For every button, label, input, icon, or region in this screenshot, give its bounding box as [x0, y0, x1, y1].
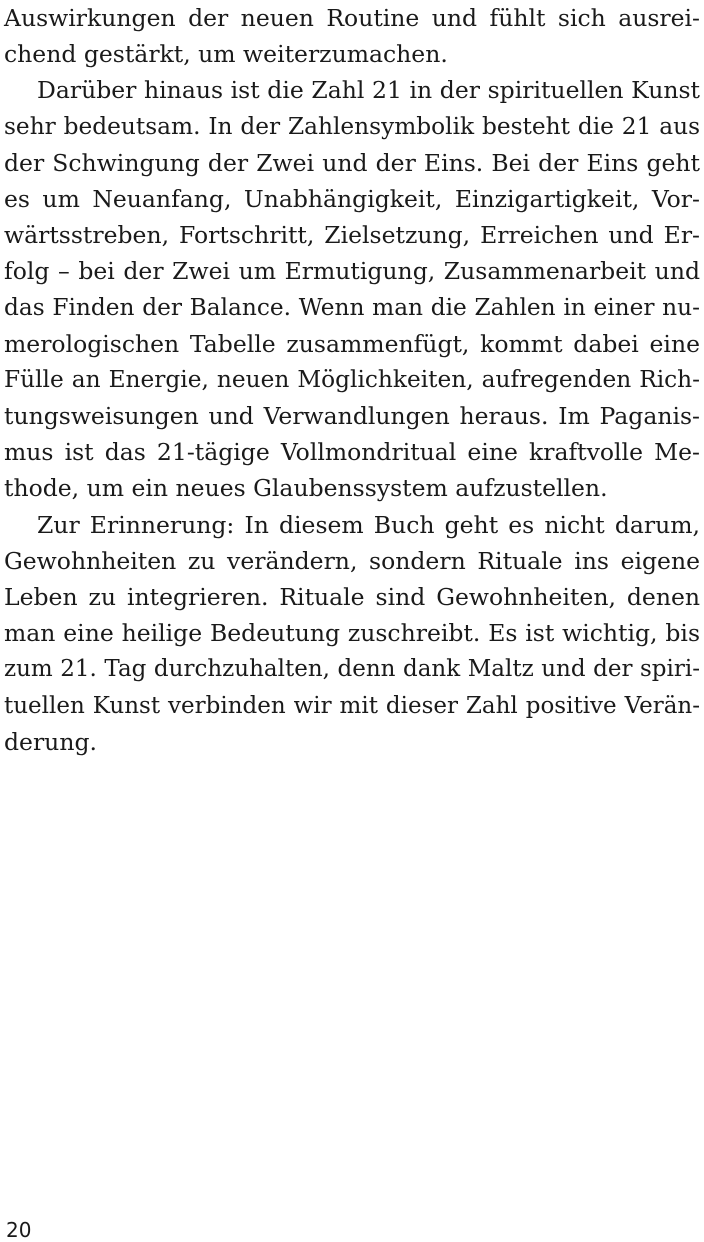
text-line: tungsweisungen und Verwandlungen heraus. Im Paganis-: [4, 402, 700, 431]
text-line: wärtsstreben, Fortschritt, Zielsetzung, Erreichen und Er-: [4, 221, 700, 250]
text-line: zum 21. Tag durchzuhalten, denn dank Maltz und der spiri-: [4, 656, 700, 683]
text-line: das Finden der Balance. Wenn man die Zahlen in einer nu-: [4, 293, 700, 321]
text-line: thode, um ein neues Glaubenssystem aufzustellen.: [4, 474, 608, 503]
text-line: Zur Erinnerung: In diesem Buch geht es nicht darum,: [37, 510, 700, 539]
text-line: sehr bedeutsam. In der Zahlensymbolik besteht die 21 aus: [4, 112, 700, 140]
text-line: der Schwingung der Zwei und der Eins. Bei der Eins geht: [4, 148, 700, 177]
text-line: Darüber hinaus ist die Zahl 21 in der spirituellen Kunst: [37, 76, 700, 105]
page-number: 20: [6, 1218, 32, 1242]
text-line: Leben zu integrieren. Rituale sind Gewohnheiten, denen: [4, 583, 700, 611]
text-line: es um Neuanfang, Unabhängigkeit, Einzigartigkeit, Vor-: [4, 184, 700, 213]
text-line: man eine heilige Bedeutung zuschreibt. Es ist wichtig, bis: [4, 619, 700, 648]
text-line: chend gestärkt, um weiterzumachen.: [4, 40, 448, 69]
text-line: Auswirkungen der neuen Routine und fühlt sich ausrei-: [4, 4, 700, 32]
text-line: Gewohnheiten zu verändern, sondern Rituale ins eigene: [4, 546, 700, 575]
text-line: folg – bei der Zwei um Ermutigung, Zusammenarbeit und: [4, 257, 700, 286]
text-line: merologischen Tabelle zusammenfügt, kommt dabei eine: [4, 329, 700, 358]
text-line: mus ist das 21-tägige Vollmondritual eine kraftvolle Me-: [4, 438, 700, 467]
text-line: tuellen Kunst verbinden wir mit dieser Zahl positive Verän-: [4, 692, 700, 719]
body-text: [4, 0, 700, 760]
text-line: derung.: [4, 727, 97, 756]
text-line: Fülle an Energie, neuen Möglichkeiten, aufregenden Rich-: [4, 365, 700, 393]
